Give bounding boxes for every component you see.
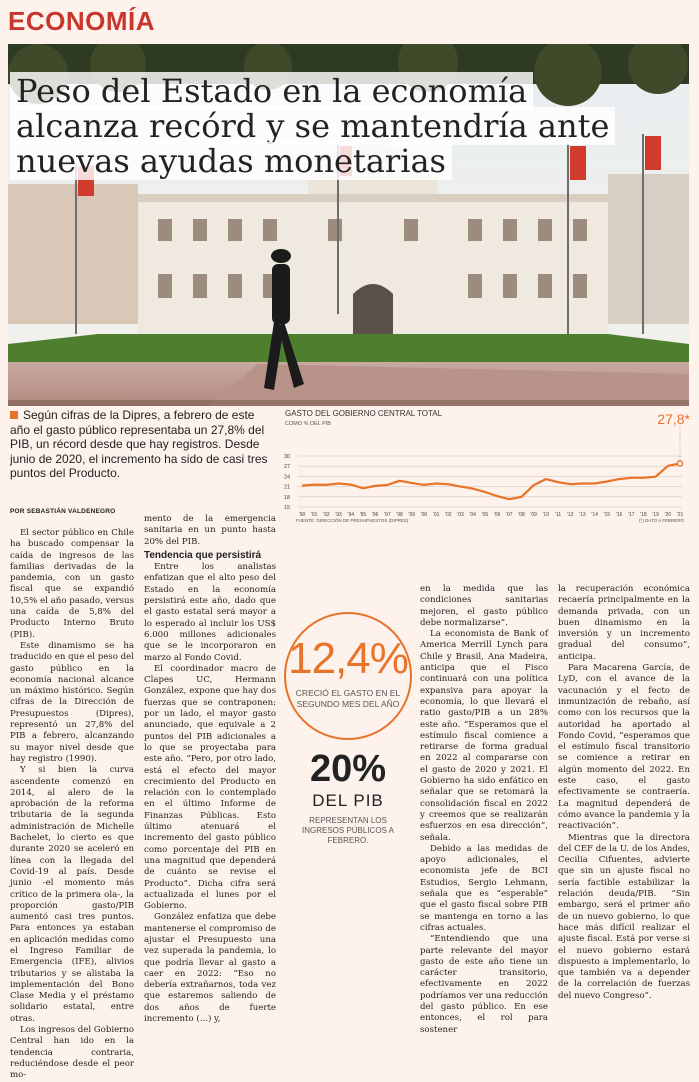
chart-highlight-point xyxy=(677,461,682,466)
lead-bullet-icon xyxy=(10,411,18,419)
paragraph: Para Macarena García, de LyD, con el avance de la vacunación y el fecto de inmunización de rebaño, así como con los recursos que la autoridad ha aportado al Fondo Covid, “esperamos que el estímulo fiscal transitorio se comience a retirar en algún momento del 2022. En este caso, el gasto efectivamente se contraería. La magnitud dependerá de cómo avance la pandemia y la reactivación”. xyxy=(558,663,690,832)
paragraph: la recuperación económica recaería principalmente en la demanda privada, con un buen dinamismo en la inversión y un incremento gradual del consumo”, anticipa. xyxy=(558,584,690,662)
callout-big-number-2: 20% xyxy=(309,748,387,790)
chart-xtick-label: '14 xyxy=(591,512,598,518)
paragraph: Los ingresos del Gobierno Central han ido en la tendencia contraria, reduciéndose desde el peor mo- xyxy=(10,1025,134,1081)
chart-xtick-label: '05 xyxy=(481,512,489,518)
subheading: Tendencia que persistirá xyxy=(144,549,262,561)
headline: Peso del Estado en la economía alcanza recórd y se mantendría ante nuevas ayudas monetarias xyxy=(10,74,650,179)
chart-xtick-label: '20 xyxy=(664,512,672,518)
paragraph: Este dinamismo se ha traducido en que el peso del gasto público en la economía nacional alcance un máximo histórico. Según cifras de la Dirección de Presupuestos (Dipres), representó un 27,8% del PIB a febrero, alcanzando su mayor nivel desde que hay registro (1990). xyxy=(10,640,134,764)
article-column-1 xyxy=(10,528,134,1082)
paragraph: El sector público en Chile ha buscado compensar la caída de ingresos de las familias derivadas de la pandemia, con un gasto fiscal que se expandió 10,5% el año pasado, versus una caída de 5,8% del Producto Interno Bruto (PIB). xyxy=(10,528,134,640)
paragraph: “Entendiendo que una parte relevante del mayor gasto de este año tiene un carácter transitorio, efectivamente en 2022 podríamos ver una reducción del gasto público. En ese entonces, el rol para sostener xyxy=(420,934,548,1035)
chart-highlight-label: 27,8* xyxy=(657,411,690,427)
chart-xtick-label: '19 xyxy=(652,512,659,518)
chart-xtick-label: '94 xyxy=(347,512,355,518)
paragraph: Debido a las medidas de apoyo adicionales, el economista jefe de BCI Estudios, Sergio Lehmann, señala que es “esperable” que el gasto fiscal sobre PIB se mantenga en torno a las cifras actuales. xyxy=(420,843,548,933)
lead-paragraph: Según cifras de la Dipres, a febrero de este año el gasto público representaba un 27,8% del PIB, un récord desde que hay registros. Desde junio de 2020, el incremento ha sido de casi tres puntos del Producto. xyxy=(10,408,268,480)
chart-xtick-label: '98 xyxy=(396,512,403,518)
section-label: ECONOMÍA xyxy=(8,6,155,36)
chart-title: GASTO DEL GOBIERNO CENTRAL TOTAL xyxy=(285,409,443,418)
chart-xtick-label: '09 xyxy=(530,512,537,518)
paragraph: Y si bien la curva ascendente comenzó en 2014, al alero de la aprobación de la reforma tributaria de la segunda administración de Michelle Bachelet, lo cierto es que durante 2020 se aceleró en línea con la llegada del Covid-19 al país. Desde junio -el momento más crítico de la primera ola-, la proporción gasto/PIB aumentó casi tres puntos. Para entonces ya estaban en aplicación medidas como el Ingreso Familiar de Emergencia (IFE), alivios tributarios y se alistaba la implementación del Bono Clase Media y el préstamo solidario estatal, entre otras. xyxy=(10,765,134,1024)
chart-xtick-label: '04 xyxy=(469,512,476,518)
article-column-3 xyxy=(420,584,548,1036)
paragraph: González enfatiza que debe mantenerse el compromiso de ajustar el Presupuesto una vez superada la pandemia, lo que podría llevar al gasto a caer en 2022: “Eso no debería extrañarnos, toda vez que estaremos saliendo de dos años de fuerte incremento (...) y, xyxy=(144,912,276,1025)
chart-xtick-label: '17 xyxy=(627,512,635,518)
paragraph: El coordinador macro de Clapes UC, Hermann González, expone que hay dos fuerzas que se contraponen: por un lado, el mayor gasto anunciado, que equivale a 2 puntos del PIB adicionales a lo que se proyectaba para este año. “Pero, por otro lado, está el efecto del mayor crecimiento del Producto en relación con lo contemplado en el último Informe de Finanzas Públicas. Esto último atenuará el incremento del gasto público como porcentaje del PIB en una magnitud que dependerá de cuánto se revise el Producto”. Dicha cifra será actualizada el lunes por el Gobierno. xyxy=(144,663,276,912)
article-column-2 xyxy=(144,514,276,1025)
chart-xtick-label: '15 xyxy=(603,512,611,518)
chart-ytick-label: 18 xyxy=(284,494,291,501)
paragraph: mento de la emergencia sanitaria en un punto hasta 20% del PIB. xyxy=(144,514,276,547)
paragraph: Entre los analistas enfatizan que el alto peso del Estado en la economía persistirá este año, dado que el gasto estatal será mayor a lo esperado al incluir los US$ 6.000 millones adicionales que se le incorporaron en marzo al Fondo Covid. xyxy=(144,562,276,663)
chart-xtick-label: '11 xyxy=(554,512,562,518)
chart-xtick-label: '06 xyxy=(493,512,501,518)
chart-xtick-label: '99 xyxy=(408,512,416,518)
chart-xtick-label: '93 xyxy=(335,512,342,518)
chart-ytick-label: 27 xyxy=(284,464,291,471)
chart-xtick-label: '95 xyxy=(359,512,367,518)
chart-series-line xyxy=(302,464,680,500)
paragraph: La economista de Bank of America Merrill Lynch para Chile y Brasil, Ana Madeira, anticipa que el Fisco continuará con una política expansiva para apoyar la economía, lo que llevará el ratio gasto/PIB a un 28% este año. “Esperamos que el estímulo fiscal comience a retirarse de forma gradual en 2022 al compararse con el gasto de 2020 y 2021. El Gobierno ha sido enfático en señalar que se retomará la consolidación fiscal en 2022 y creemos que se realizarán esfuerzos en esa dirección”, señala. xyxy=(420,629,548,843)
chart-xtick-label: '90 xyxy=(298,512,306,518)
paragraph: Mientras que la directora del CEF de la U. de los Andes, Cecilia Cifuentes, advierte que sin un ajuste fiscal no sería factible estabilizar la relación deuda/PIB. “Sin embargo, será el primer año de un nuevo gobierno, lo que hace más difícil realizar el ajuste fiscal. Está por verse si el nuevo gobierno estará dispuesto a implementarlo, lo que también va a depender de la correlación de fuerzas del nuevo Congreso”. xyxy=(558,832,690,1001)
stats-callout xyxy=(284,584,412,934)
chart-xtick-label: '12 xyxy=(566,512,574,518)
chart-xtick-label: '10 xyxy=(542,512,550,518)
article-column-4 xyxy=(558,584,690,1002)
callout-big-number-1: 12,4% xyxy=(288,634,408,683)
chart-xtick-label: '02 xyxy=(445,512,452,518)
chart-xtick-label: '03 xyxy=(457,512,464,518)
chart-source: FUENTE: DIRECCIÓN DE PRESUPUESTOS (DIPRES) xyxy=(296,518,409,523)
chart-xtick-label: '96 xyxy=(371,512,379,518)
callout-subtitle-2: DEL PIB xyxy=(312,791,384,810)
chart-ytick-label: 15 xyxy=(284,505,291,511)
byline: POR SEBASTIÁN VALDENEGRO xyxy=(10,508,116,515)
chart-xtick-label: '92 xyxy=(323,512,330,518)
chart-xtick-label: '21 xyxy=(676,512,684,518)
line-chart xyxy=(282,404,692,524)
chart-xtick-label: '08 xyxy=(518,512,525,518)
chart-xtick-label: '13 xyxy=(579,512,586,518)
chart-ytick-label: 30 xyxy=(284,454,291,460)
chart-ytick-label: 21 xyxy=(284,484,291,491)
chart-xtick-label: '91 xyxy=(310,512,318,518)
chart-xtick-label: '07 xyxy=(506,512,513,518)
chart-ytick-label: 24 xyxy=(284,474,291,481)
chart-xtick-label: '16 xyxy=(615,512,623,518)
chart-note: (*) DATO A FEBRERO xyxy=(639,518,684,523)
callout-caption-2: REPRESENTAN LOS INGRESOS PÚBLICOS A FEBRERO. xyxy=(301,816,395,845)
paragraph: en la medida que las condiciones sanitarias mejoren, el gasto público debe normalizarse”. xyxy=(420,584,548,628)
chart-ylabel: COMO % DEL PIB xyxy=(285,421,331,427)
chart-xtick-label: '18 xyxy=(640,512,647,518)
chart-xtick-label: '01 xyxy=(432,512,440,518)
callout-caption-1: CRECIÓ EL GASTO EN EL SEGUNDO MES DEL AÑO xyxy=(295,688,401,709)
chart-xtick-label: '00 xyxy=(420,512,428,518)
chart-xtick-label: '97 xyxy=(384,512,391,518)
